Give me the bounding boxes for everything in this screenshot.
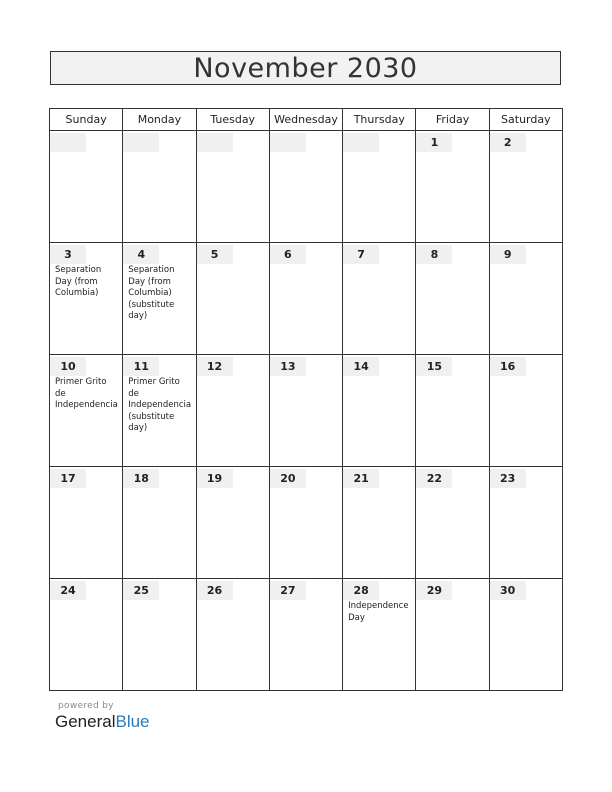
calendar-day-cell — [50, 579, 123, 691]
calendar-day-cell — [416, 243, 489, 355]
day-number: 15 — [416, 357, 452, 376]
day-number: 24 — [50, 581, 86, 600]
weekday-header-row — [50, 109, 563, 131]
weekday-header: Sunday — [50, 109, 123, 131]
calendar-day-cell — [123, 131, 196, 243]
calendar-day-cell — [50, 243, 123, 355]
day-number: 16 — [490, 357, 526, 376]
calendar-day-cell — [269, 355, 342, 467]
day-number: 4 — [123, 245, 159, 264]
day-number — [270, 133, 306, 152]
weekday-header: Tuesday — [196, 109, 269, 131]
day-number: 14 — [343, 357, 379, 376]
day-number: 9 — [490, 245, 526, 264]
calendar-day-cell — [416, 355, 489, 467]
day-number: 6 — [270, 245, 306, 264]
calendar-week-row — [50, 467, 563, 579]
calendar-day-cell — [343, 243, 416, 355]
day-number: 18 — [123, 469, 159, 488]
calendar-day-cell — [489, 131, 562, 243]
calendar-day-cell — [343, 131, 416, 243]
day-number: 8 — [416, 245, 452, 264]
generalblue-logo — [55, 712, 150, 732]
calendar-day-cell — [343, 467, 416, 579]
day-number: 27 — [270, 581, 306, 600]
day-number: 29 — [416, 581, 452, 600]
logo-general-text: General — [55, 712, 116, 731]
calendar-body — [50, 131, 563, 691]
weekday-header: Wednesday — [269, 109, 342, 131]
calendar-day-cell — [343, 355, 416, 467]
weekday-header: Saturday — [489, 109, 562, 131]
day-number: 23 — [490, 469, 526, 488]
weekday-header: Monday — [123, 109, 196, 131]
calendar-week-row — [50, 579, 563, 691]
calendar-day-cell — [196, 355, 269, 467]
calendar-day-cell — [196, 467, 269, 579]
day-number: 17 — [50, 469, 86, 488]
calendar-day-cell — [489, 467, 562, 579]
day-number: 3 — [50, 245, 86, 264]
calendar-day-cell — [50, 467, 123, 579]
holiday-label: Separation Day (from Columbia) (substitute day) — [128, 265, 175, 321]
day-number — [50, 133, 86, 152]
calendar-day-cell — [196, 131, 269, 243]
holiday-label: Independence Day — [348, 601, 409, 623]
weekday-header: Thursday — [343, 109, 416, 131]
day-number: 22 — [416, 469, 452, 488]
calendar-title: November 2030 — [50, 51, 561, 85]
day-number: 12 — [197, 357, 233, 376]
calendar-day-cell — [343, 579, 416, 691]
calendar-week-row — [50, 243, 563, 355]
weekday-header: Friday — [416, 109, 489, 131]
holiday-label: Primer Grito de Independencia (substitute day) — [128, 377, 192, 433]
day-number: 25 — [123, 581, 159, 600]
day-number: 30 — [490, 581, 526, 600]
day-number: 2 — [490, 133, 526, 152]
calendar-day-cell — [123, 579, 196, 691]
calendar-day-cell — [123, 467, 196, 579]
calendar-day-cell — [489, 355, 562, 467]
day-number: 10 — [50, 357, 86, 376]
day-number: 28 — [343, 581, 379, 600]
calendar-day-cell — [416, 131, 489, 243]
calendar-day-cell — [269, 243, 342, 355]
powered-by-text: powered by — [58, 701, 114, 711]
calendar-day-cell — [196, 243, 269, 355]
day-number — [343, 133, 379, 152]
calendar-day-cell — [50, 355, 123, 467]
day-number: 20 — [270, 469, 306, 488]
calendar-day-cell — [123, 355, 196, 467]
day-number: 5 — [197, 245, 233, 264]
calendar-day-cell — [50, 131, 123, 243]
calendar-day-cell — [269, 467, 342, 579]
calendar-day-cell — [416, 467, 489, 579]
day-number: 19 — [197, 469, 233, 488]
day-number: 7 — [343, 245, 379, 264]
day-number: 21 — [343, 469, 379, 488]
calendar-week-row — [50, 131, 563, 243]
calendar-day-cell — [269, 579, 342, 691]
calendar-grid — [49, 108, 563, 691]
calendar-day-cell — [416, 579, 489, 691]
calendar-day-cell — [489, 579, 562, 691]
day-number — [123, 133, 159, 152]
calendar-day-cell — [123, 243, 196, 355]
calendar-day-cell — [489, 243, 562, 355]
day-number: 13 — [270, 357, 306, 376]
holiday-label: Primer Grito de Independencia — [55, 377, 118, 410]
day-number — [197, 133, 233, 152]
calendar-day-cell — [196, 579, 269, 691]
day-number: 11 — [123, 357, 159, 376]
holiday-label: Separation Day (from Columbia) — [55, 265, 102, 298]
day-number: 26 — [197, 581, 233, 600]
logo-blue-text: Blue — [115, 712, 150, 731]
day-number: 1 — [416, 133, 452, 152]
calendar-day-cell — [269, 131, 342, 243]
calendar-week-row — [50, 355, 563, 467]
